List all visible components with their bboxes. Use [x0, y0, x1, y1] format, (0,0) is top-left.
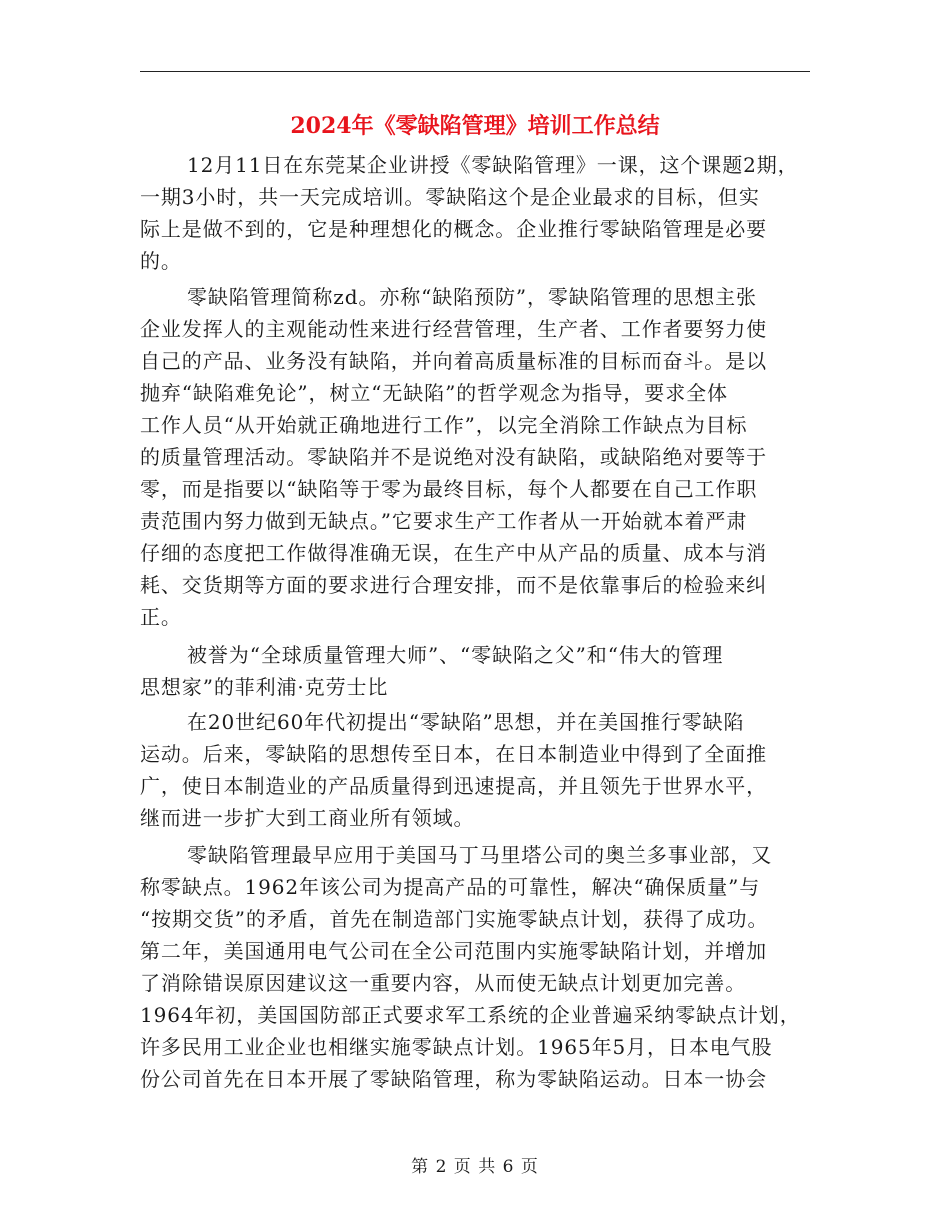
paragraph-line: 零，而是指要以“缺陷等于零为最终目标，每个人都要在自己工作职: [140, 477, 758, 501]
paragraph-line: 许多民用工业企业也相继实施零缺点计划。1965年5月，日本电气股: [140, 1035, 773, 1059]
paragraph-line: 广，使日本制造业的产品质量得到迅速提高，并且领先于世界水平，: [140, 774, 767, 798]
paragraph-line: 第二年，美国通用电气公司在全公司范围内实施零缺陷计划，并增加: [140, 939, 767, 963]
paragraph-line: 1964年初，美国国防部正式要求军工系统的企业普遍采纳零缺点计划，: [140, 1003, 801, 1027]
paragraph-line: 正。: [140, 605, 182, 629]
document-title: 2024年《零缺陷管理》培训工作总结: [290, 113, 660, 139]
paragraph-line: 了消除错误原因建议这一重要内容，从而使无缺点计划更加完善。: [140, 971, 747, 995]
paragraph-line: 运动。后来，零缺陷的思想传至日本，在日本制造业中得到了全面推: [140, 742, 767, 766]
paragraph-line: 思想家”的菲利浦·克劳士比: [140, 675, 389, 699]
paragraph-line: 一期3小时，共一天完成培训。零缺陷这个是企业最求的目标，但实: [140, 185, 760, 209]
paragraph-line: 在20世纪60年代初提出“零缺陷”思想，并在美国推行零缺陷: [187, 710, 745, 734]
paragraph-line: 12月11日在东莞某企业讲授《零缺陷管理》一课，这个课题2期，: [187, 153, 799, 177]
paragraph-line: 的。: [140, 249, 182, 273]
paragraph-line: 的质量管理活动。零缺陷并不是说绝对没有缺陷，或缺陷绝对要等于: [140, 445, 767, 469]
paragraph-line: 份公司首先在日本开展了零缺陷管理，称为零缺陷运动。日本一协会: [140, 1067, 767, 1091]
header-rule: [140, 71, 810, 72]
page-number-footer: 第 2 页 共 6 页: [411, 1157, 539, 1177]
paragraph-line: 自己的产品、业务没有缺陷，并向着高质量标准的目标而奋斗。是以: [140, 349, 767, 373]
paragraph-line: 抛弃“缺陷难免论”，树立“无缺陷”的哲学观念为指导，要求全体: [140, 381, 728, 405]
paragraph-line: 被誉为“全球质量管理大师”、“零缺陷之父”和“伟大的管理: [187, 643, 724, 667]
paragraph-line: 零缺陷管理简称zd。亦称“缺陷预防”，零缺陷管理的思想主张: [187, 285, 757, 309]
paragraph-line: 称零缺点。1962年该公司为提高产品的可靠性，解决“确保质量”与: [140, 875, 761, 899]
paragraph-line: 零缺陷管理最早应用于美国马丁马里塔公司的奥兰多事业部，又: [187, 843, 773, 867]
paragraph-line: 企业发挥人的主观能动性来进行经营管理，生产者、工作者要努力使: [140, 317, 767, 341]
paragraph-line: 责范围内努力做到无缺点。”它要求生产工作者从一开始就本着严肃: [140, 509, 748, 533]
paragraph-line: 耗、交货期等方面的要求进行合理安排，而不是依靠事后的检验来纠: [140, 573, 767, 597]
paragraph-line: 工作人员“从开始就正确地进行工作”，以完全消除工作缺点为目标: [140, 413, 748, 437]
paragraph-line: 际上是做不到的，它是种理想化的概念。企业推行零缺陷管理是必要: [140, 217, 767, 241]
paragraph-line: 仔细的态度把工作做得准确无误，在生产中从产品的质量、成本与消: [140, 541, 767, 565]
paragraph-line: “按期交货”的矛盾，首先在制造部门实施零缺点计划，获得了成功。: [140, 907, 769, 931]
paragraph-line: 继而进一步扩大到工商业所有领域。: [140, 806, 475, 830]
